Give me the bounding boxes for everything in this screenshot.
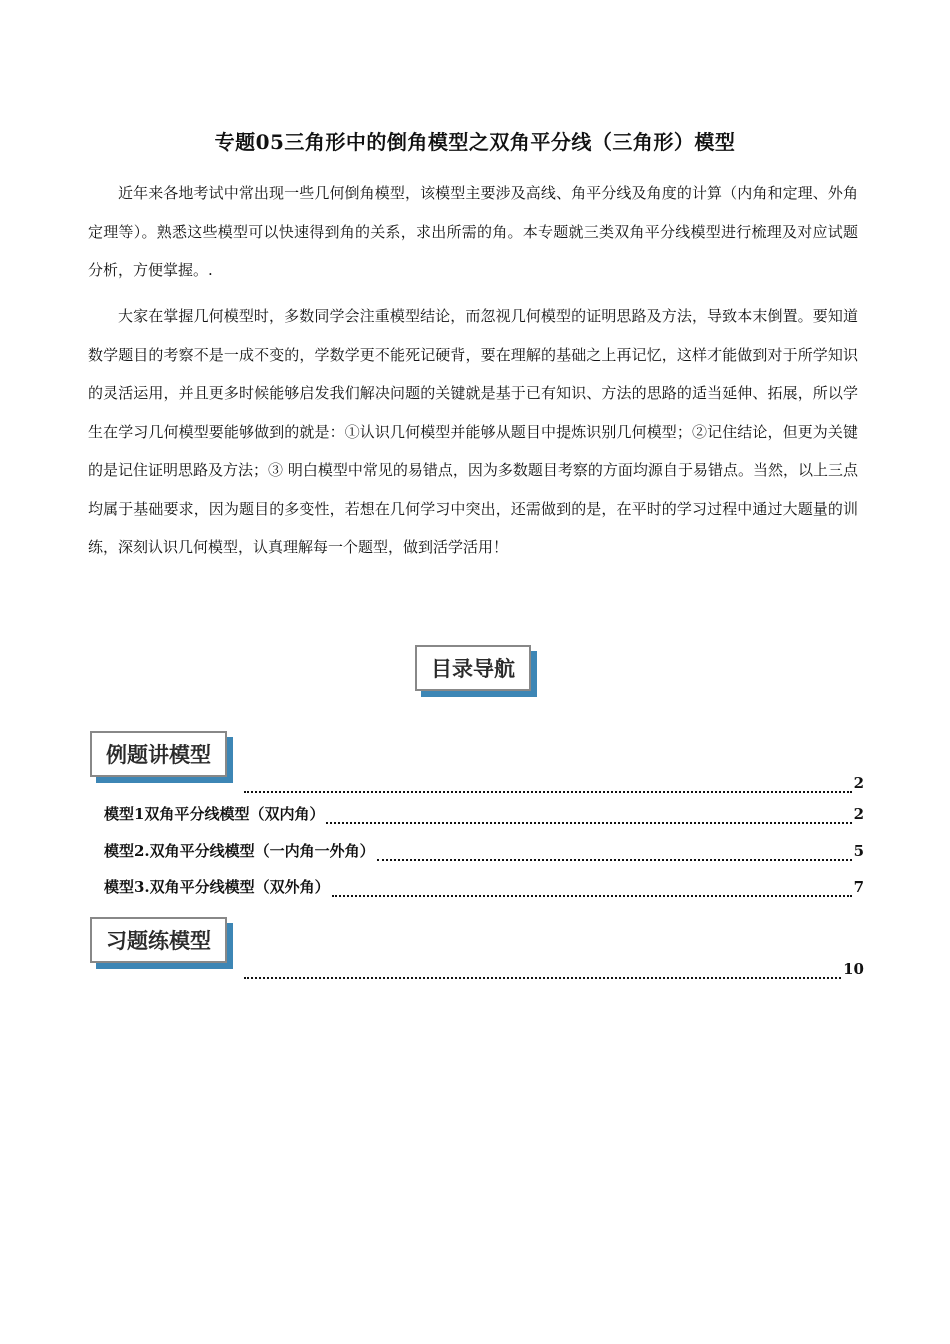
- toc-heading-box: 目录导航: [415, 645, 531, 691]
- toc-entry-label: 模型3.双角平分线模型（双外角）: [104, 878, 330, 896]
- intro-paragraph: 近年来各地考试中常出现一些几何倒角模型，该模型主要涉及高线、角平分线及角度的计算（内角和定理、外角定理等）。熟悉这些模型可以快速得到角的关系，求出所需的角。本专题就三类双角平分线模型进行梳理及对应试题分析，方便掌握。.: [88, 184, 858, 279]
- toc-leader-dots: [377, 849, 852, 861]
- toc-entry-model-1[interactable]: [104, 803, 864, 824]
- toc-page-number: 2: [853, 774, 864, 792]
- toc-page-number: 10: [843, 960, 864, 978]
- toc-leader-dots: [326, 812, 851, 824]
- toc-entry-label: 模型1双角平分线模型（双内角）: [104, 805, 325, 823]
- toc-page-number: 2: [853, 805, 864, 823]
- toc-entry-practice[interactable]: [242, 960, 864, 978]
- toc-page-number: 5: [853, 842, 864, 860]
- page-title: 专题05三角形中的倒角模型之双角平分线（三角形）模型: [214, 130, 736, 154]
- toc-leader-dots: [244, 781, 852, 793]
- toc-entry-label: 模型2.双角平分线模型（一内角一外角）: [104, 842, 375, 860]
- toc-leader-dots: [332, 885, 852, 897]
- toc-page-number: 7: [853, 878, 864, 896]
- examples-section-box[interactable]: 例题讲模型: [90, 731, 227, 777]
- toc-entry-examples[interactable]: [242, 774, 864, 792]
- toc-entry-model-2[interactable]: [104, 840, 864, 861]
- advice-paragraph: 大家在掌握几何模型时，多数同学会注重模型结论，而忽视几何模型的证明思路及方法，导致本末倒置。要知道数学题目的考察不是一成不变的，学数学更不能死记硬背，要在理解的基础之上再记忆，这样才能做到对于所学知识的灵活运用，并且更多时候能够启发我们解决问题的关键就是基于已有知识、方法的思路的适当延伸、拓展，所以学生在学习几何模型要能够做到的就是：①认识几何模型并能够从题目中提炼识别几何模型；②记住结论，但更为关键的是记住证明思路及方法；③ 明白模型中常见的易错点，因为多数题目考察的方面均源自于易错点。当然，以上三点均属于基础要求，因为题目的多变性，若想在几何学习中突出，还需做到的是，在平时的学习过程中通过大题量的训练，深刻认识几何模型，认真理解每一个题型，做到活学活用！: [88, 307, 858, 556]
- toc-leader-dots: [244, 967, 841, 979]
- toc-entry-model-3[interactable]: [104, 876, 864, 897]
- practice-section-box[interactable]: 习题练模型: [90, 917, 227, 963]
